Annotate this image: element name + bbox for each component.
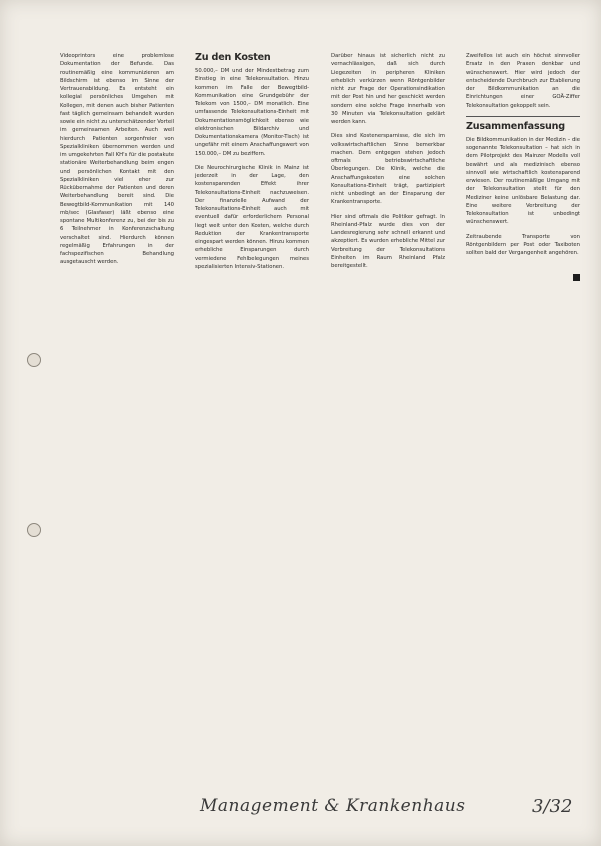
column-3-paragraph-1: Darüber hinaus ist sicherlich nicht zu vernachlässigen, daß sich durch Liegezeiten in peripheren Kliniken erheblich verkürzen wenn Röntgenbilder nicht zur Frage der Operationsindikation mit der Post hin und her geschickt werden sondern eine solche Frage innerhalb von 30 Minuten via Telekonsultation geklärt werden kann. — [331, 53, 445, 125]
column-4-intro: Zweifellos ist auch ein höchst sinnvoller Ersatz in den Praxen denkbar und wünschenswert. Hier wird jedoch der entscheidende Durchbruch zur Etablierung der Bildkommunikation an die Einrichtungen einer GOÄ-Ziffer Telekonsultation gekoppelt sein. — [466, 53, 580, 109]
column-4-paragraph-1: Die Bildkommunikation in der Medizin – die sogenannte Telekonsultation – hat sich in dem Pilotprojekt des Mainzer Modells voll bewährt und als medizinisch ebenso sinnvoll wie wirtschaftlich kostensparend erwiesen. Der routinemäßige Umgang mit der Telekonsultation stellt für den Mediziner keine unlösbare Belastung dar. Eine weitere Verbreitung der Telekonsultation ist unbedingt wünschenswert. — [466, 136, 580, 226]
section-heading-summary: Zusammenfassung — [466, 120, 565, 132]
text-column-1 — [60, 52, 174, 273]
column-3-paragraph-3: Hier sind oftmals die Politiker gefragt. In Rheinland-Pfalz wurde dies von der Landesregierung sehr schnell erkannt und akzeptiert. Es wurden erhebliche Mittel zur Verbreitung der Telekonsultations Einheiten im Raum Rheinland Pfalz bereitgestellt. — [331, 213, 445, 269]
handwritten-page-number: 3/32 — [532, 796, 573, 817]
column-3-paragraph-2: Dies sind Kostenersparnisse, die sich im volkswirtschaftlichen Sinne bemerkbar machen. Dem entgegen stehen jedoch oftmals betriebswirtschaftliche Überlegungen. Die Klinik, welche die Anschaffungskosten eine solchen Konsultations-Einheit trägt, partizipiert nicht unbedingt an der Einsparung der Krankentransporte. — [331, 133, 445, 206]
punch-hole-lower — [27, 523, 41, 537]
column-2-paragraph-1: 50.000,– DM und der Mindestbetrag zum Einstieg in eine Telekonsultation. Hinzu kommen im Falle der Bewegtbild-Kommunikation eine Grundgebühr der Telekom von 1500,– DM monatlich. Eine umfassende Telekonsultations-Einheit mit Dokumentationsmöglichkeit ebenso wie elektronischen Bildarchiv und Dokumentationskamera (Monitor-Tisch) ist ungefähr mit einem Anschaffungswert von 150.000,– DM zu beziffern. — [195, 68, 309, 157]
end-of-article-mark — [573, 274, 580, 281]
text-column-4 — [466, 52, 580, 269]
handwritten-source-note: Management & Krankenhaus — [200, 796, 466, 816]
text-column-2 — [195, 52, 309, 277]
punch-hole-upper — [27, 353, 41, 367]
column-2-paragraph-2: Die Neurochirurgische Klinik in Mainz ist jederzeit in der Lage, den kostensparenden Effekt ihrer Telekonsultations-Einheit nachzuweisen. Der finanzielle Aufwand der Telekonsultations-Einheit auch mit eventuell dafür erforderlichem Personal liegt weit unter den Kosten, welche durch Reduktion der Krankentransporte eingespart werden können. Hinzu kommen erhebliche Einsparungen durch vermiedene Fehlbelegungen meines spezialisierten Intensiv-Stationen. — [195, 164, 309, 270]
text-column-3 — [331, 52, 445, 276]
section-rule — [466, 116, 580, 117]
column-1-paragraph: Videoprintors eine problemlose Dokumentation der Befunde. Das routinemäßig eine kommunizieren am Bildschirm ist ebenso im Sinne der Vertrauensbildung. Es entsteht ein kollegial persönliches Umgehen mit Kollegen, mit denen auch bisher Patienten fast täglich gemeinsam behandelt wurden sowie ein nicht zu unterschätzender Vorteil im gemeinsamen Arbeiten. Auch weil hierdurch Patienten sorgenfreier von Spezialkliniken übernommen werden und im umgekehrten Fall KH's für die postakute stationäre Weiterbehandlung beim engen und persönlichen Kontakt mit den Spezialkliniken viel eher zur Rückübernahme der Patienten und deren Weiterbehandlung bereit sind. Die Bewegtbild-Kommunikation mit 140 mb/sec (Glasfaser) läßt ebenso eine spontane Multikonferenz zu, bei der bis zu 6 Teilnehmer in Konferenzschaltung verschaltet sind. Hierdurch können regelmäßig Erfahrungen in der fachspezifischen Behandlung ausgetauscht werden. — [60, 53, 174, 266]
section-heading-costs: Zu den Kosten — [195, 52, 271, 63]
column-4-paragraph-2: Zeitraubende Transporte von Röntgenbildern per Post oder Taxiboten sollten bald der Vergangenheit angehören. — [466, 233, 580, 256]
